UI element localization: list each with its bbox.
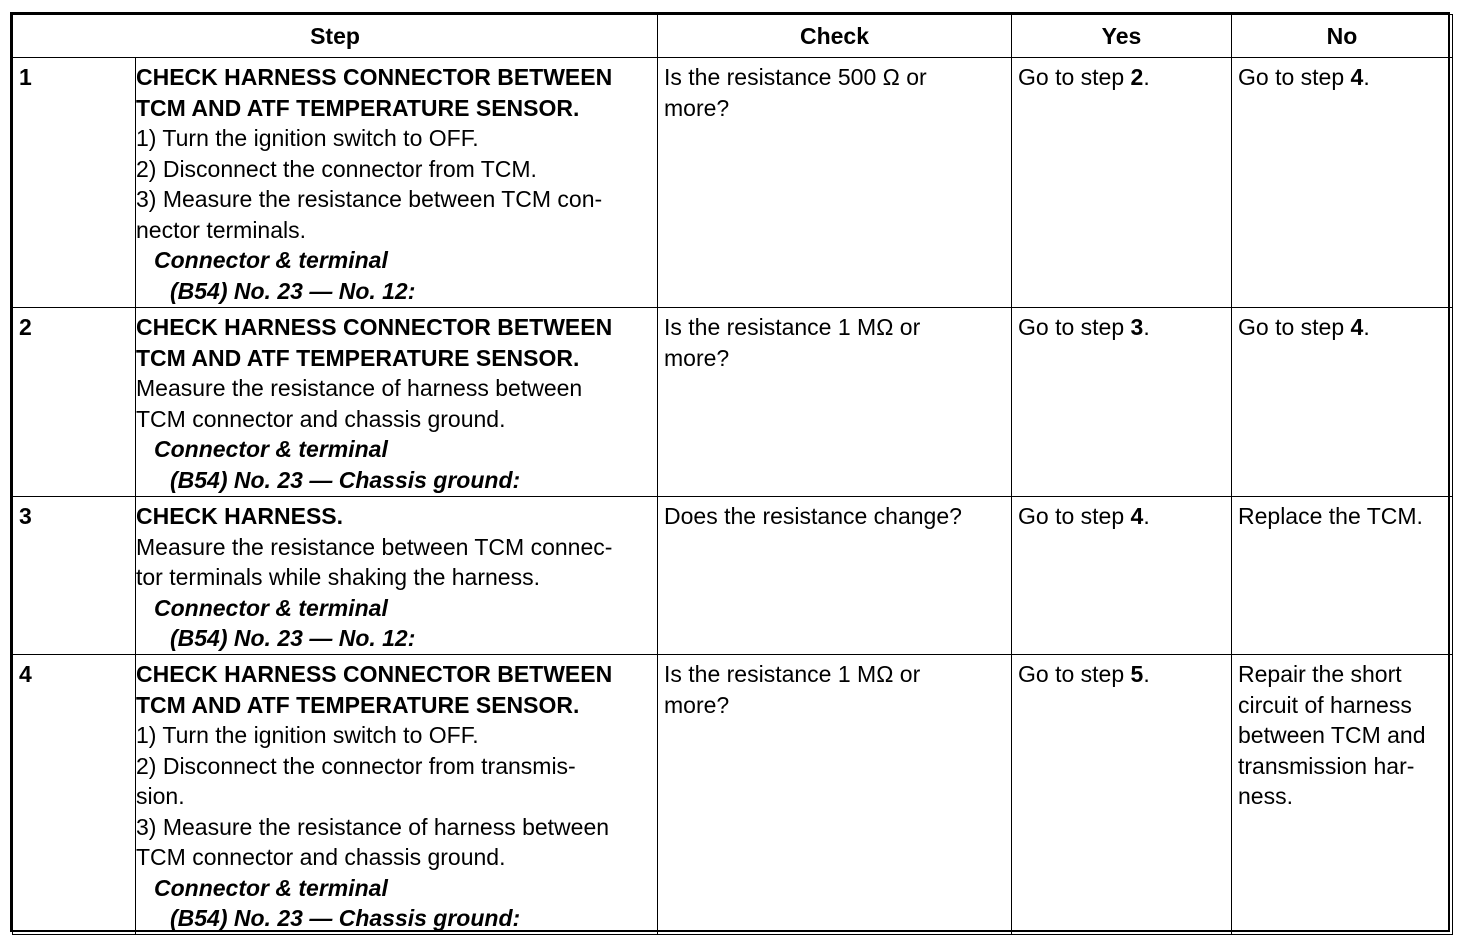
no-line: Repair the short (1238, 661, 1402, 687)
yes-suffix: . (1143, 64, 1150, 90)
no-cell: Replace the TCM. (1232, 497, 1453, 655)
yes-step: 5 (1130, 661, 1144, 687)
no-text: Go to step (1238, 64, 1351, 90)
step-line: 3) Measure the resistance of harness between (136, 813, 610, 840)
table-row (13, 497, 1453, 655)
header-step: Step (13, 15, 658, 58)
yes-suffix: . (1143, 503, 1150, 529)
connector-value: (B54) No. 23 — No. 12: (170, 277, 416, 304)
no-suffix: . (1363, 64, 1370, 90)
check-line: Is the resistance 1 MΩ or (664, 314, 921, 340)
connector-value: (B54) No. 23 — No. 12: (170, 625, 416, 651)
step-description (136, 497, 658, 655)
yes-step: 3 (1130, 314, 1144, 340)
connector-value: (B54) No. 23 — Chassis ground: (170, 905, 521, 931)
no-cell (1232, 655, 1453, 935)
table-row (13, 655, 1453, 935)
step-line: Measure the resistance of harness between (136, 375, 583, 401)
step-number: 3 (13, 497, 136, 655)
step-line: 1) Turn the ignition switch to OFF. (136, 125, 479, 151)
no-line: between TCM and (1238, 722, 1426, 748)
table-row (13, 58, 1453, 308)
yes-step: 4 (1130, 503, 1144, 529)
header-no: No (1232, 15, 1453, 58)
no-line: circuit of harness (1238, 691, 1412, 718)
step-title: CHECK HARNESS CONNECTOR BETWEEN (136, 661, 613, 687)
connector-label: Connector & terminal (154, 247, 388, 273)
no-suffix: . (1363, 314, 1370, 340)
step-title: TCM AND ATF TEMPERATURE SENSOR. (136, 94, 580, 121)
connector-label: Connector & terminal (154, 436, 388, 462)
check-line: more? (664, 691, 730, 718)
check-line: Is the resistance 1 MΩ or (664, 661, 921, 687)
step-title: TCM AND ATF TEMPERATURE SENSOR. (136, 344, 580, 371)
diagnostic-table-sheet (10, 12, 1450, 932)
no-cell (1232, 308, 1453, 497)
connector-label: Connector & terminal (154, 594, 388, 621)
step-line: Measure the resistance between TCM connec- (136, 533, 613, 560)
no-cell (1232, 58, 1453, 308)
check-line: more? (664, 344, 730, 371)
header-row (13, 15, 1453, 58)
no-text: Go to step (1238, 314, 1351, 340)
yes-cell (1012, 308, 1232, 497)
yes-text: Go to step (1018, 64, 1131, 90)
check-cell (658, 497, 1012, 655)
step-line: 2) Disconnect the connector from TCM. (136, 155, 537, 182)
step-line: 2) Disconnect the connector from transmis- (136, 752, 576, 779)
no-line: ness. (1238, 783, 1293, 809)
no-line: transmission har- (1238, 752, 1415, 779)
yes-text: Go to step (1018, 314, 1131, 340)
step-description (136, 58, 658, 308)
yes-cell (1012, 655, 1232, 935)
step-line: nector terminals. (136, 216, 307, 243)
no-step: 4 (1350, 314, 1364, 340)
check-cell (658, 58, 1012, 308)
step-number: 2 (13, 308, 136, 497)
yes-text: Go to step (1018, 503, 1131, 529)
step-line: 3) Measure the resistance between TCM con- (136, 186, 603, 212)
connector-label: Connector & terminal (154, 874, 388, 901)
step-number: 4 (13, 655, 136, 935)
step-line: sion. (136, 783, 185, 809)
step-title: CHECK HARNESS. (136, 503, 344, 529)
check-line: Is the resistance 500 Ω or (664, 64, 927, 90)
header-check: Check (658, 15, 1012, 58)
yes-suffix: . (1143, 314, 1150, 340)
check-line: more? (664, 94, 730, 121)
no-step: 4 (1350, 64, 1364, 90)
step-line: 1) Turn the ignition switch to OFF. (136, 722, 479, 748)
step-line: TCM connector and chassis ground. (136, 844, 506, 870)
step-description (136, 308, 658, 497)
yes-cell (1012, 58, 1232, 308)
step-title: TCM AND ATF TEMPERATURE SENSOR. (136, 691, 580, 718)
check-cell (658, 308, 1012, 497)
check-cell (658, 655, 1012, 935)
step-description (136, 655, 658, 935)
step-line: tor terminals while shaking the harness. (136, 564, 540, 590)
yes-text: Go to step (1018, 661, 1131, 687)
table-row (13, 308, 1453, 497)
step-title: CHECK HARNESS CONNECTOR BETWEEN (136, 314, 613, 340)
diagnostic-table (12, 14, 1453, 935)
yes-suffix: . (1143, 661, 1150, 687)
header-yes: Yes (1012, 15, 1232, 58)
step-number: 1 (13, 58, 136, 308)
step-title: CHECK HARNESS CONNECTOR BETWEEN (136, 64, 613, 90)
connector-value: (B54) No. 23 — Chassis ground: (170, 466, 521, 493)
yes-step: 2 (1130, 64, 1144, 90)
check-line: Does the resistance change? (664, 503, 962, 529)
yes-cell (1012, 497, 1232, 655)
step-line: TCM connector and chassis ground. (136, 405, 506, 432)
